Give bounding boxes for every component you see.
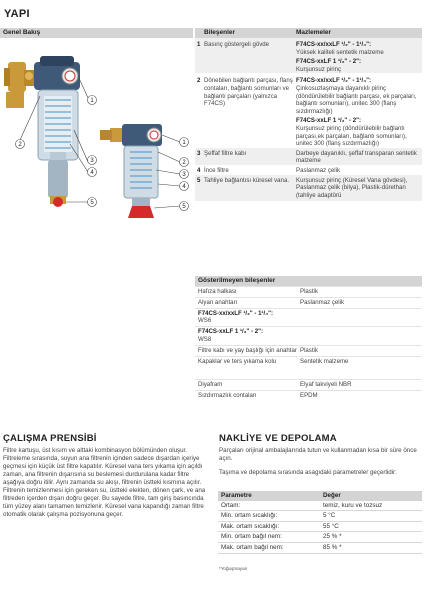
callout-2-right: 2 [182,160,186,166]
left-filter-image [4,56,80,207]
callout-3-left: 3 [90,158,94,164]
callout-5-left: 5 [90,200,94,206]
operation-title: ÇALIŞMA PRENSİBİ [3,433,97,444]
table-row: 3 Şeffaf filtre kabı Darbeye dayanıklı, şeffaf transparan sentetik malzeme [195,148,422,165]
section-title-yapi: YAPI [4,8,30,20]
callout-2-left: 2 [18,142,22,148]
table-row: Alyan anahtarı Paslanmaz çelik [195,297,422,308]
transport-title: NAKLİYE VE DEPOLAMA [219,433,337,444]
table-row: Kapaklar ve ters yıkama kolu Sentetik malzeme [195,356,422,380]
callout-1-left: 1 [90,98,94,104]
operation-text: Filtre kartuşu, üst kısım ve alttaki kombinasyon bölümünden oluşur. Filtreleme sırasında, suyun ana filtrenin içinden sadece dışardan içeriye geçmesi için küçük üst filtre kapatılır. Küresel vana ters yıkama için açıldı zaman, ana filtrenin dışarısına su beslemesi durdurulana kadar filtre aşağıya doğru itilir. Aynı zamanda su akışı, filtrenin üstteki kısmına açılır. Filtrenin temizlenmesi için gereken su, üstteki elekten, dönen çark, ve ana filtreden içerden dışarı doğru geçer. Bu sayede filtre, tam giriş basıncında tüm yüzey alanı tamamen temizlenir. Küresel vana kapandığı zaman filtre otomatik olarak çalışma pozisyonuna geçer. [3,447,206,519]
callout-3-right: 3 [182,172,186,178]
table-row: 4 İnce filtre Paslanmaz çelik [197,166,341,174]
table-row: Diyafram Elyaf takviyeli NBR [195,379,422,390]
table-row: Filtre kabı ve yay başlığı için anahtar Plastik [195,345,422,356]
table-row: F74CS-xxLF 1 ¹/₂" - 2": WS8 [195,326,422,345]
filter-illustration [4,40,190,240]
table-row: Mak. ortam bağıl nem: 85 % * [218,543,422,554]
footnote: *Yoğuşmayan [219,566,248,571]
not-shown-header: Gösterilmeyen bileşenler [195,276,422,286]
table-row: 5 Tahliye bağlantısı küresel vana. Kurşunsuz pirinç (Küresel Vana gövdesi), Paslanmaz çelik (bilya), Plastik-dürethan (tahliye adaptörü [195,175,422,202]
transport-text-2: Taşıma ve depolama sırasında asagıdaki parametreler geçerlidir: [219,469,397,476]
table-row: Hafıza halkası Plastik [195,286,422,297]
callout-5-right: 5 [182,204,186,210]
components-table [195,28,422,201]
right-filter-image [100,124,162,218]
table-row: F74CS-xx/xxLF ¹/₂" - 1¹/₄": WS6 [195,308,422,327]
storage-table-header: Parametre Değer [218,491,422,501]
table-row: 2 Dönebilen bağlantı parçası, flanş contaları, bağlantı somunları ve bağlantı parçaları (yalnızca F74CS) F74CS-xx/xxLF ¹/₂" - 1¹/₄": Çinkosuzlaşmaya dayanıklı pirinç (döndürülebilir bağlantı parçası, ek parçaları, bağlantı somunları), unitec 300 (flanş sızdırmazlığı) F74CS-xxLF 1 ¹/₂" - 2": Kurşunsuz pirinç (döndürülebilir bağlantı parçası,ek parçaları, bağlantı somunları), unitec 300 (flanş sızdırmazlığı) [197,77,417,148]
transport-text-1: Parçaları orijinal ambalajlarında tutun ve kullanmadan kısa bir süre önce açın. [219,447,417,463]
table-row: Ortam: temiz, kuru ve tozsuz [218,501,422,512]
callout-1-right: 1 [182,140,186,146]
table-row: Sızdırmazlık contaları EPDM [195,390,422,401]
callout-4-left: 4 [90,170,94,176]
table-row: Min. ortam sıcaklığı: 5 °C [218,511,422,522]
table-row: Mak. ortam sıcaklığı: 55 °C [218,522,422,533]
not-shown-table [195,276,422,401]
general-view-header: Genel Bakış [0,28,193,38]
table-row: Min. ortam bağıl nem: 25 % * [218,532,422,543]
col-parts: Bileşenler [204,29,236,36]
col-materials: Mazlemeler [296,29,332,36]
callout-4-right: 4 [182,184,186,190]
table-row: 1 Basınç göstergeli gövde F74CS-xx/xxLF ¹/₂" - 1¹/₄": Yüksek kaliteli sentetik malzeme F74CS-xxLF 1 ¹/₂" - 2": Kurşunsuz pirinç [195,38,422,73]
components-table-header [195,28,422,38]
storage-parameters-table [218,491,422,554]
